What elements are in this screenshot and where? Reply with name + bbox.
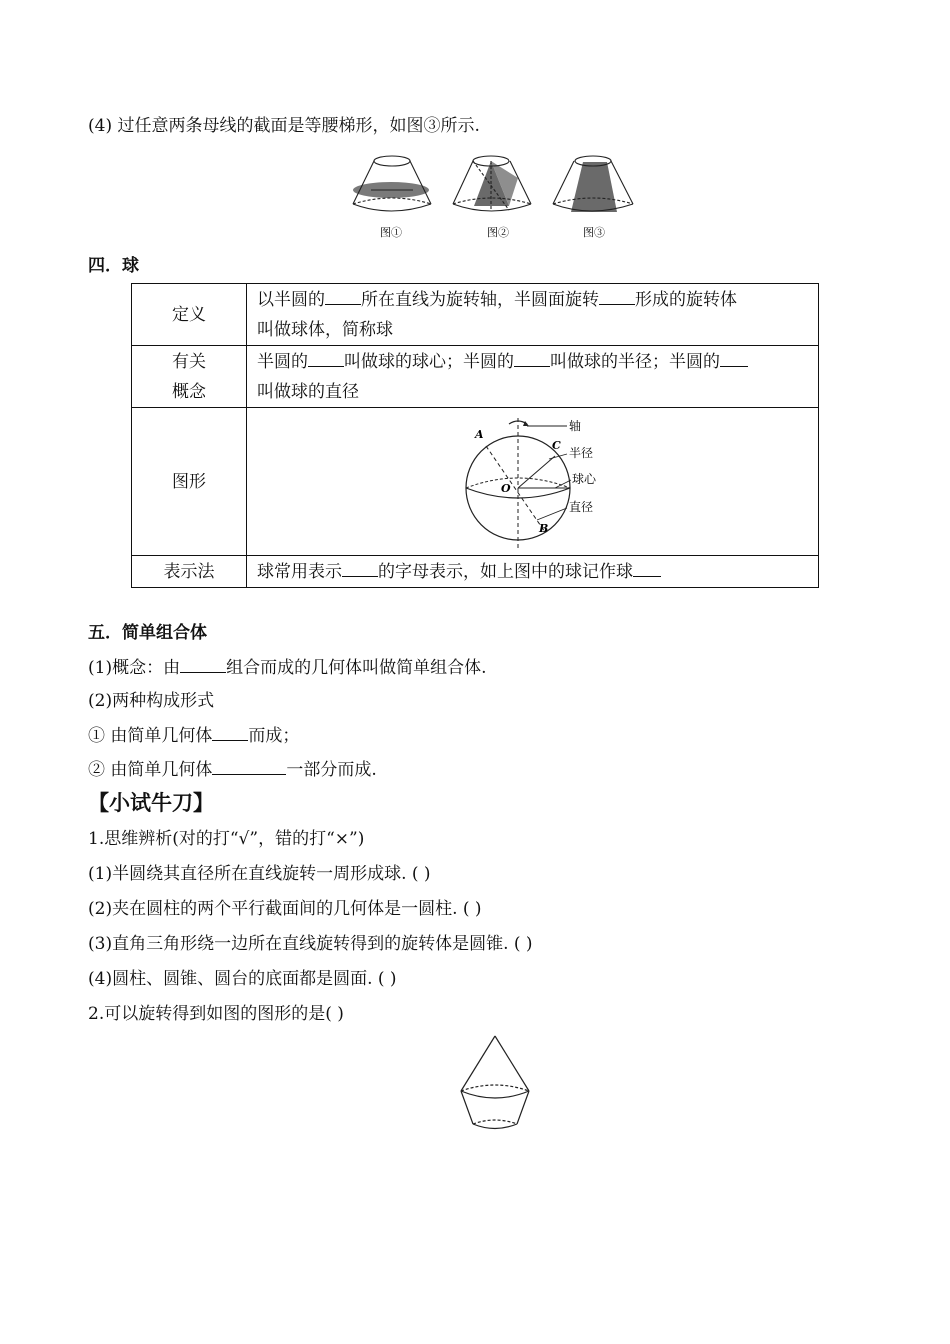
label-diameter: 直径 [569, 500, 594, 514]
table-row-definition [132, 284, 819, 346]
row-body-notation [247, 556, 819, 588]
concepts-text-line2: 叫做球的直径 [257, 381, 359, 402]
section5-line4-b: 一部分而成. [286, 760, 377, 780]
blank [342, 560, 378, 577]
label-point-b: B [539, 522, 549, 535]
row-head-figure: 图形 [132, 408, 247, 556]
blank [633, 560, 661, 577]
base-back-arc [473, 1120, 517, 1124]
section5-line3 [88, 724, 299, 747]
section5-line4 [88, 758, 377, 781]
blank [325, 288, 361, 305]
blank [180, 656, 226, 673]
frustum-left-edge [461, 1091, 473, 1124]
practice-q1-item-4: (4)圆柱、圆锥、圆台的底面都是圆面. ( ) [88, 969, 397, 989]
row-head-notation: 表示法 [132, 556, 247, 588]
label-point-c: C [552, 439, 561, 452]
ball-table [131, 283, 819, 588]
row-head-definition: 定义 [132, 284, 247, 346]
blank [212, 724, 248, 741]
notation-text-a: 球常用表示 [257, 561, 342, 582]
practice-q1-item-1: (1)半圆绕其直径所在直线旋转一周形成球. ( ) [88, 864, 431, 884]
practice-q1: 1.思维辨析(对的打“√”，错的打“×”) [88, 829, 365, 849]
base-front-arc [473, 1124, 517, 1129]
section4-item-4: (4) 过任意两条母线的截面是等腰梯形，如图③所示. [88, 116, 480, 136]
definition-text-a: 以半圆的 [257, 289, 325, 310]
section5-line3-a: ① 由简单几何体 [88, 726, 213, 746]
blank [212, 758, 286, 775]
blank [720, 350, 748, 367]
section-ball-heading: 四．球 [88, 256, 139, 276]
figure-2-caption: 图② [487, 226, 509, 239]
section5-line2: (2)两种构成形式 [88, 691, 215, 711]
sphere-radius [518, 456, 555, 488]
table-row-figure [132, 408, 819, 556]
leader-center [555, 480, 571, 488]
sphere-diameter [486, 446, 545, 532]
concepts-text-b: 叫做球的球心；半圆的 [344, 351, 514, 372]
section5-line1-a: (1)概念：由 [88, 658, 181, 678]
practice-q1-item-3: (3)直角三角形绕一边所在直线旋转得到的旋转体是圆锥. ( ) [88, 934, 533, 954]
row-body-concepts [247, 346, 819, 408]
definition-text-c: 形成的旋转体 [635, 289, 737, 310]
label-center: 球心 [572, 472, 597, 486]
junction-front-arc [461, 1091, 529, 1098]
label-radius: 半径 [569, 446, 594, 460]
frustum-figures [345, 148, 645, 244]
label-point-o: O [501, 482, 511, 495]
concepts-head-2: 概念 [172, 381, 206, 402]
table-row-notation [132, 556, 819, 588]
section5-line1-b: 组合而成的几何体叫做简单组合体. [226, 658, 487, 678]
blank [599, 288, 635, 305]
row-body-definition [247, 284, 819, 346]
frustum-figure-3 [553, 156, 633, 212]
figure-1-caption: 图① [380, 226, 402, 239]
figure-3-caption: 图③ [583, 226, 605, 239]
definition-text-b: 所在直线为旋转轴，半圆面旋转 [361, 289, 599, 310]
cone-frustum-figure [455, 1033, 535, 1133]
junction-back-arc [461, 1085, 529, 1091]
practice-q1-item-2: (2)夹在圆柱的两个平行截面间的几何体是一圆柱. ( ) [88, 899, 482, 919]
section5-line1 [88, 656, 487, 679]
section5-line4-a: ② 由简单几何体 [88, 760, 213, 780]
frustum-figure-1 [353, 156, 431, 211]
practice-q2: 2.可以旋转得到如图的图形的是( ) [88, 1004, 344, 1024]
cone-left-edge [461, 1036, 495, 1091]
cone-right-edge [495, 1036, 529, 1091]
blank [308, 350, 344, 367]
section5-line3-b: 而成； [248, 726, 300, 746]
sphere-diagram [459, 408, 629, 554]
label-point-a: A [475, 428, 484, 441]
concepts-text-a: 半圆的 [257, 351, 308, 372]
section5-heading: 五．简单组合体 [88, 623, 207, 643]
blank [514, 350, 550, 367]
row-body-figure [247, 408, 819, 556]
label-axis: 轴 [569, 419, 582, 433]
frustum-figure-2 [453, 156, 531, 211]
row-head-concepts [132, 346, 247, 408]
frustum-right-edge [517, 1091, 529, 1124]
definition-text-line2: 叫做球体，简称球 [257, 319, 393, 340]
concepts-text-c: 叫做球的半径；半圆的 [550, 351, 720, 372]
table-row-concepts [132, 346, 819, 408]
concepts-head-1: 有关 [172, 351, 206, 372]
practice-heading: 【小试牛刀】 [88, 790, 214, 815]
notation-text-b: 的字母表示，如上图中的球记作球 [378, 561, 633, 582]
